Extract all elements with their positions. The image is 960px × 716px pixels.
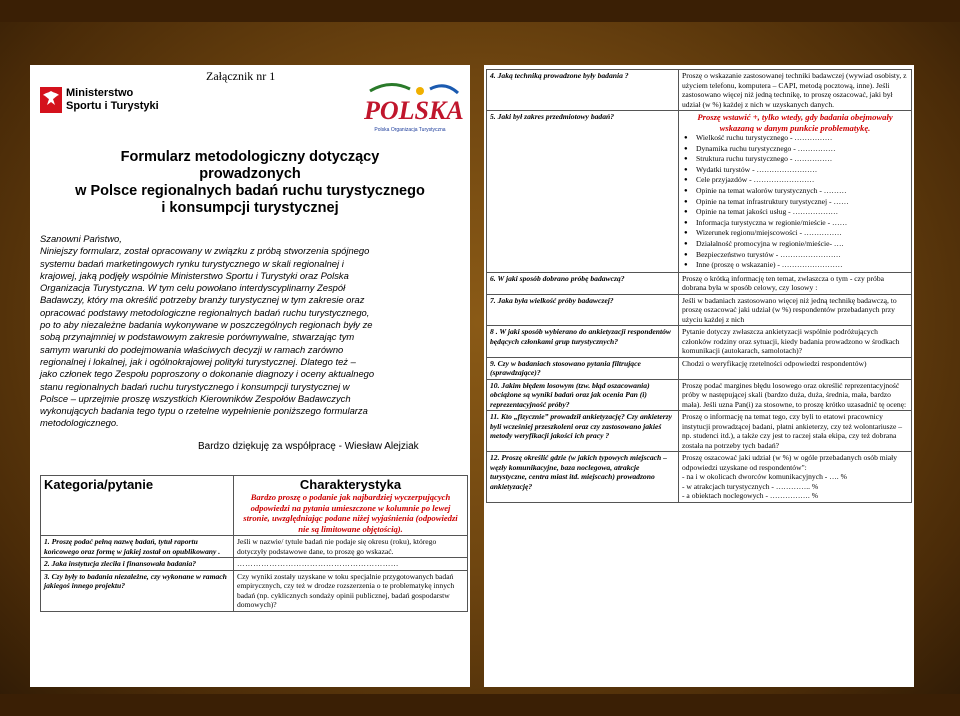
list-item: ● Bezpieczeństwo turystów - …………………… (682, 250, 908, 261)
list-item: ● Inne (proszę o wskazanie) - …………………… (682, 260, 908, 271)
intro-text (40, 233, 450, 430)
intro-line: samym warunki do podejmowania właściwych decyzji w ramach zarówno (40, 343, 344, 355)
table-row (487, 294, 912, 326)
ministry-name-line1: Ministerstwo (66, 87, 134, 99)
topic-list (682, 133, 908, 271)
intro-line: Niniejszy formularz, został opracowany w związku z próbą stworzenia spójnego (40, 245, 370, 257)
title-line: w Polsce regionalnych badań ruchu turystycznego (75, 183, 425, 199)
answer-text: Proszę oszacować jaki udział (w %) w ogóle przebadanych osób miały odpowiedzi uzyskane od respondentów": (682, 453, 898, 472)
polish-eagle-icon (40, 87, 62, 113)
list-item: ● Wizerunek regionu/miejscowości - …………… (682, 228, 908, 239)
header-characteristic: Charakterystyka Bardzo proszę o podanie jak najbardziej wyczerpujących odpowiedzi na pytania umieszczone w kolumnie po lewej stronie, uwzględniając podane niżej wyjaśnienia (odpowiedzi nie są limitowane objętością). (234, 476, 468, 536)
question-cell: 4. Jaką techniką prowadzone były badania ? (487, 70, 679, 111)
table-header-row (41, 476, 468, 536)
question-cell: 7. Jaka była wielkość próby badawczej? (487, 294, 679, 326)
table-row (487, 452, 912, 503)
form-page-left (30, 65, 470, 687)
list-item: ● Cele przyjazdów - …………………… (682, 175, 908, 186)
intro-line: Polsce – uprzejmie proszę wszystkich Kierowników Zespołów Badawczych (40, 392, 351, 404)
thanks-signature: Bardzo dziękuję za współpracę - Wiesław Alejziak (198, 441, 419, 452)
answer-line: - na i w okolicach dworców komunikacyjnych - …. % (682, 472, 847, 482)
table-row (487, 272, 912, 294)
intro-line: sobą przynajmniej w podstawowym zakresie porównywalne, stwarzając tym (40, 331, 355, 343)
table-row (487, 357, 912, 379)
instruction-note: Proszę wstawić +, tylko wtedy, gdy badania obejmowały wskazaną w danym punkcie problematykę. (697, 112, 893, 133)
ministry-logo (40, 87, 159, 113)
answer-cell[interactable]: Jeśli w badaniach zastosowano więcej niż jedną technikę badawczą, to proszę oszacować jaki udział (w %) respondentów przebadanych przy użyciu każdej z nich (679, 294, 912, 326)
intro-line: Badawczy, który ma określić potrzeby branży turystycznej w tym zakresie oraz (40, 294, 365, 306)
table-row (487, 411, 912, 452)
title-line: i konsumpcji turystycznej (161, 200, 339, 216)
list-item: ● Struktura ruchu turystycznego - …………… (682, 154, 908, 165)
answer-cell[interactable]: Proszę o krótką informację ten temat, zwłaszcza o tym - czy próba dobrana była w sposób celowy, czy losowy : (679, 272, 912, 294)
table-row (41, 536, 468, 558)
answer-cell[interactable]: Czy wyniki zostały uzyskane w toku specjalnie przygotowanych badań empirycznych, czy też w drodze rozszerzenia o te problematykę innych badań (np. cyklicznych sondaży opinii publicznej, badań gospodarstw domowych)? (234, 570, 468, 611)
list-item: ● Wydatki turystów - …………………… (682, 165, 908, 176)
question-cell: 2. Jaka instytucja zleciła i finansowała badania? (41, 558, 234, 571)
intro-line: jako członek tego Zespołu poproszony o dokonanie diagnozy i oceny aktualnego (40, 368, 375, 380)
list-item: ● Działalność promocyjna w regionie/mieście- …. (682, 239, 908, 250)
attachment-label: Załącznik nr 1 (206, 69, 276, 83)
question-cell: 3. Czy były to badania niezależne, czy wykonane w ramach jakiegoś innego projektu? (41, 570, 234, 611)
intro-line: regionalnej i lokalnej, jak i ogólnokrajowej polityki turystycznej. Dlatego też – (40, 355, 356, 367)
intro-line: stanu regionalnych badań ruchu turystycznego i konsumpcji turystycznej w (40, 380, 350, 392)
form-page-right (484, 65, 914, 687)
questions-table-right (486, 69, 912, 503)
table-row (487, 70, 912, 111)
header-category: Kategoria/pytanie (41, 476, 234, 536)
question-cell: 10. Jakim błędem losowym (tzw. błąd oszacowania) obciążone są wyniki badań oraz jak ocenia Pan (i) reprezentacyjność próby? (487, 379, 679, 411)
intro-line: opracować podstawy metodologiczne regionalnych badań ruchu turystycznego, (40, 306, 370, 318)
answer-line: - a obiektach noclegowych - ……………. % (682, 491, 819, 501)
table-row (487, 326, 912, 358)
intro-line: po to aby niezależne badania wykonywane w poszczególnych regionach były ze (40, 319, 373, 331)
answer-cell[interactable]: Chodzi o weryfikację rzetelności odpowiedzi respondentów) (679, 357, 912, 379)
answer-cell[interactable]: Pytanie dotyczy zwłaszcza ankietyzacji wspólnie podróżujących członków rodziny oraz sytuacji, kiedy badania prowadzono w środkach komunikacji (autokarach, samolotach)? (679, 326, 912, 358)
question-cell: 12. Proszę określić gdzie (w jakich typowych miejscach – węzły komunikacyjne, baza noclegowa, atrakcje turystyczne, centra miast itd. miejscach) prowadzono ankietyzację? (487, 452, 679, 503)
intro-line: Organizacja Turystyczna. W tym celu powołano interdyscyplinarny Zespół (40, 282, 346, 294)
instruction-note: Bardzo proszę o podanie jak najbardziej wyczerpujących odpowiedzi na pytania umieszczone w kolumnie po lewej stronie, uwzględniając podane niżej wyjaśnienia (odpowiedzi nie są limitowane objętością). (243, 492, 458, 534)
list-item: ● Informacja turystyczna w regionie/mieście - …… (682, 218, 908, 229)
question-cell: 11. Kto „fizycznie” prowadził ankietyzację? Czy ankieterzy byli wcześniej przeszkoleni oraz czy zastosowano jakieś metody weryfikacji jakości ich pracy ? (487, 411, 679, 452)
intro-line: Szanowni Państwo, (40, 233, 122, 244)
table-row (41, 570, 468, 611)
list-item: ● Opinie na temat walorów turystycznych - ……… (682, 186, 908, 197)
polska-logo-text: POLSKA (364, 96, 464, 125)
question-cell: 8 . W jaki sposób wybierano do ankietyzacji respondentów będących członkami grup turystycznych? (487, 326, 679, 358)
answer-cell[interactable]: Proszę o wskazanie zastosowanej techniki badawczej (wywiad osobisty, z użyciem telefonu, komputera – CAPI, metodą pocztową, inne). Jeśli zastosowano więcej niż jedną technikę, to proszę oszacować, jaki był udział (w %) każdej z nich w uzyskanych danych. (679, 70, 912, 111)
title-line: prowadzonych (199, 166, 301, 182)
answer-cell[interactable]: Proszę podać margines błędu losowego oraz określić reprezentacyjność próby w następującej skali (bardzo duża, duża, średnia, mała, bardzo mała). Jeśli uzna Pan(i) za stosowne, to proszę krótko uzasadnić tę ocenę: (679, 379, 912, 411)
intro-line: systemu badań marketingowych rynku turystycznego w skali regionalnej i (40, 257, 344, 269)
table-row (487, 111, 912, 273)
intro-line: metodologicznego. (40, 417, 119, 429)
answer-cell[interactable] (679, 452, 912, 503)
table-row (487, 379, 912, 411)
pot-name: Polska Organizacja Turystyczna (374, 127, 446, 133)
answer-cell[interactable] (679, 111, 912, 273)
form-title (30, 149, 470, 217)
bottom-border (0, 694, 960, 716)
list-item: ● Opinie na temat jakości usług - ……………… (682, 207, 908, 218)
title-line: Formularz metodologiczny dotyczący (120, 149, 380, 165)
top-border (0, 0, 960, 22)
answer-cell[interactable]: Jeśli w nazwie/ tytule badań nie podaje się okresu (roku), którego dotyczyły podstawowe dane, to proszę go wskazać. (234, 536, 468, 558)
questions-table-left (40, 475, 468, 612)
list-item: ● Opinie na temat infrastruktury turystycznej - …… (682, 197, 908, 208)
answer-line: - w atrakcjach turystycznych - ………….. % (682, 481, 819, 491)
question-cell: 5. Jaki był zakres przedmiotowy badań? (487, 111, 679, 273)
list-item: ● Wielkość ruchu turystycznego - …………… (682, 133, 908, 144)
intro-line: krajowej, jaką podjęły wspólnie Ministerstwo Sportu i Turystyki oraz Polska (40, 269, 349, 281)
question-cell: 6. W jaki sposób dobrano próbę badawczą? (487, 272, 679, 294)
answer-cell[interactable]: Proszę o informację na temat tego, czy byli to etatowi pracownicy instytucji prowadzącej badani, płatni ankieterzy, czy też wolontariusze – np. studenci itd.), a także czy jest to raczej stała ekipa, czy też dobrana została na potrzeby tych badań? (679, 411, 912, 452)
ministry-name-line2: Sportu i Turystyki (66, 100, 159, 112)
answer-cell[interactable]: …………………………………………………… (234, 558, 468, 571)
question-cell: 1. Proszę podać pełną nazwę badań, tytuł raportu końcowego oraz formę w jakiej został on opublikowany . (41, 536, 234, 558)
list-item: ● Dynamika ruchu turystycznego - …………… (682, 144, 908, 155)
intro-line: wykonujących badania tego typu o rzetelne wypełnienie poniższego formularza (40, 405, 368, 417)
table-row (41, 558, 468, 571)
question-cell: 9. Czy w badaniach stosowano pytania filtrujące (sprawdzające)? (487, 357, 679, 379)
